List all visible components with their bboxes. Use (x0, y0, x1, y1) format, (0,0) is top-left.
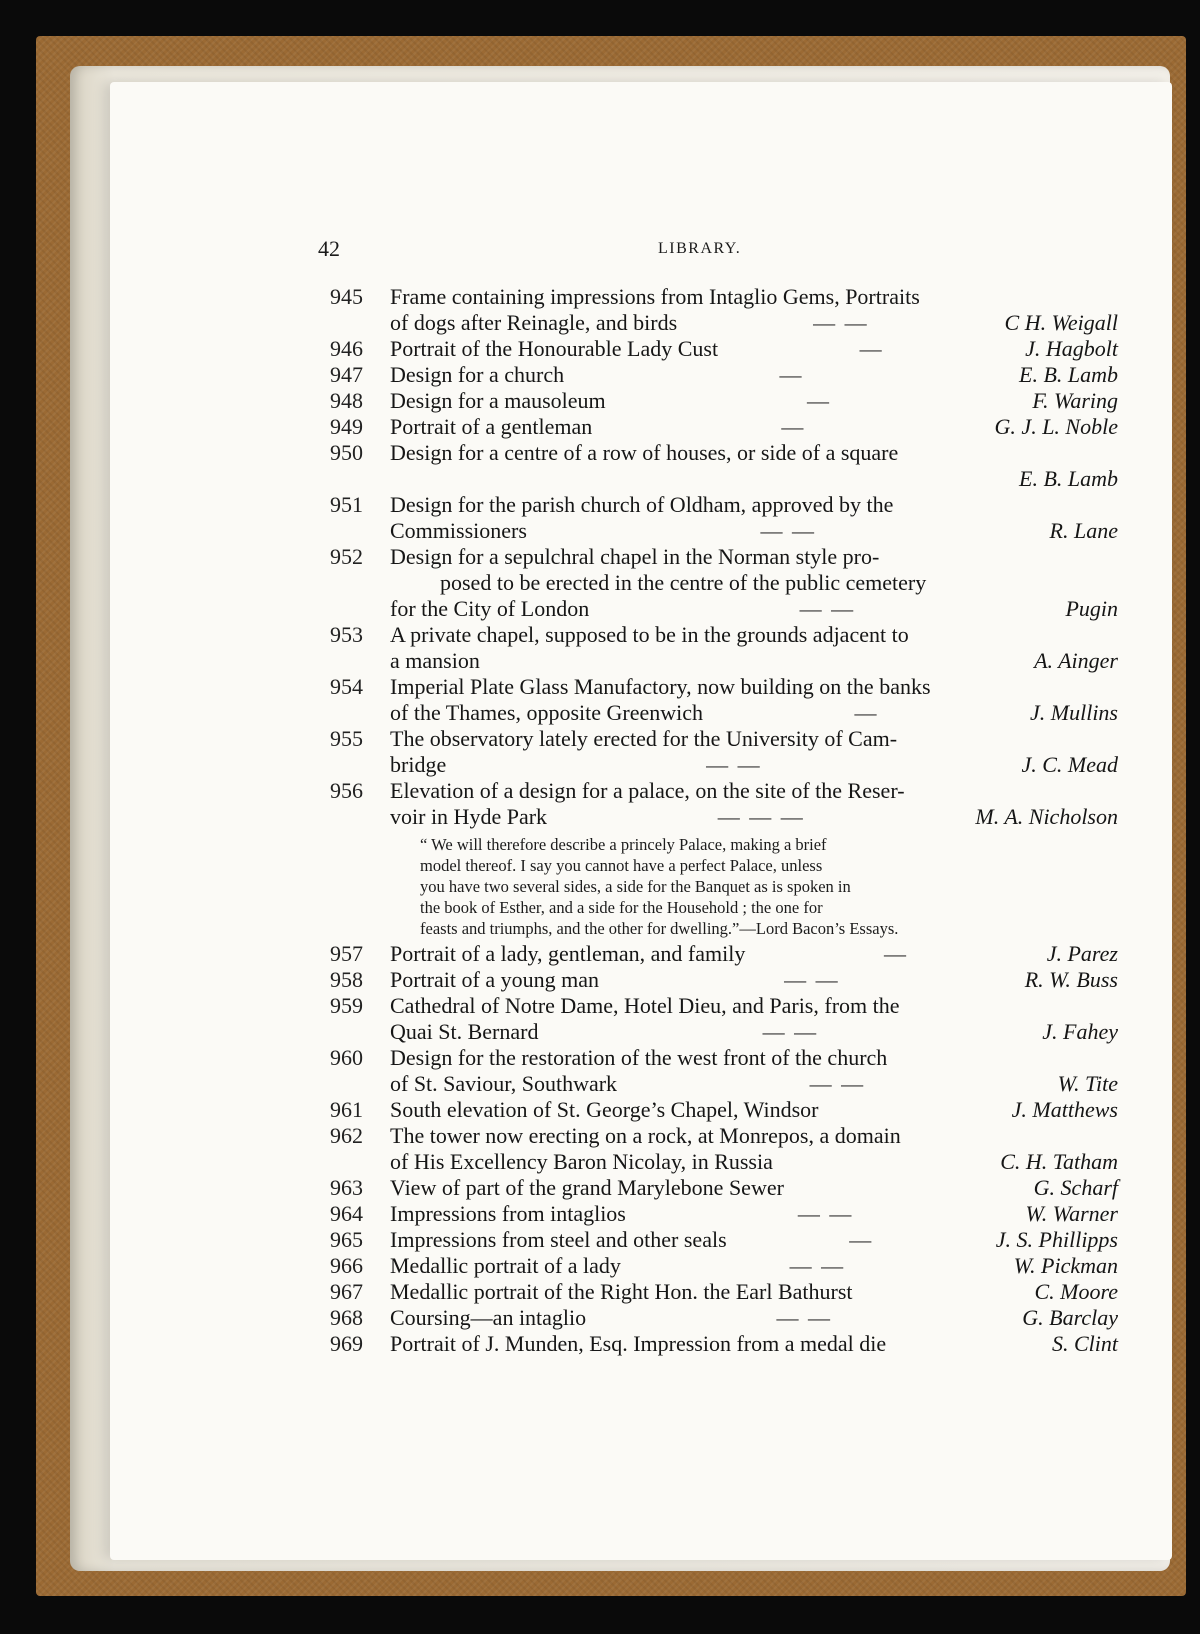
catalogue-entry (330, 622, 1118, 674)
entry-text (390, 941, 1118, 967)
entry-title-line: Portrait of a lady, gentleman, and family (390, 941, 746, 966)
entry-last-line (390, 1097, 1118, 1123)
quote-line: feasts and triumphs, and the other for dwelling.”—Lord Bacon’s Essays. (420, 919, 899, 938)
catalogue-entry (330, 726, 1118, 778)
entry-number: 949 (330, 414, 363, 439)
entry-title-line: The tower now erecting on a rock, at Monrepos, a domain (390, 1123, 901, 1148)
entry-last-line (390, 752, 1118, 778)
entry-title-line: South elevation of St. George’s Chapel, Windsor (390, 1097, 819, 1122)
catalogue-entry (330, 492, 1118, 544)
entry-dashes: — — (799, 596, 856, 621)
entry-dashes: — — (776, 1305, 832, 1330)
catalogue-entry (330, 1331, 1118, 1357)
entry-artist: R. Lane (1049, 518, 1118, 543)
entry-artist: M. A. Nicholson (975, 804, 1118, 829)
entry-dashes: — — (760, 518, 816, 543)
catalogue-entries (330, 284, 1118, 1357)
entry-dashes: — — (706, 752, 762, 777)
entry-artist: J. Matthews (1011, 1097, 1118, 1122)
catalogue-entry (330, 414, 1118, 440)
entry-number: 966 (330, 1253, 363, 1278)
entry-number: 965 (330, 1227, 363, 1252)
entry-title-line: Portrait of J. Munden, Esq. Impression from a medal die (390, 1331, 887, 1356)
quote-line: model thereof. I say you cannot have a perfect Palace, unless (420, 856, 823, 875)
entry-artist: C H. Weigall (1004, 310, 1118, 335)
entry-number: 968 (330, 1305, 363, 1330)
entry-number: 967 (330, 1279, 363, 1304)
entry-last-line (390, 596, 1118, 622)
entry-title-line: Portrait of a gentleman (390, 414, 593, 439)
entry-dashes: — (807, 388, 832, 413)
entry-title-line: Design for a mausoleum (390, 388, 606, 413)
entry-last-line (390, 1253, 1118, 1279)
catalogue-entry (330, 362, 1118, 388)
entry-text (390, 1045, 1118, 1097)
entry-number: 954 (330, 674, 363, 699)
entry-text (390, 1279, 1118, 1305)
entry-title-line: Design for a church (390, 362, 565, 387)
entry-text (390, 1227, 1118, 1253)
catalogue-entry (330, 1201, 1118, 1227)
entry-number: 950 (330, 440, 363, 465)
entry-text (390, 622, 1118, 674)
entry-text (390, 544, 1118, 622)
entry-last-line (390, 967, 1118, 993)
entry-text (390, 778, 1118, 830)
entry-number: 956 (330, 778, 363, 803)
entry-dashes: — — (784, 967, 840, 992)
running-head: LIBRARY. (658, 240, 742, 257)
entry-text (390, 284, 1118, 336)
entry-title-line: Quai St. Bernard (390, 1019, 539, 1044)
entry-last-line (390, 1019, 1118, 1045)
entry-last-line (390, 1071, 1118, 1097)
catalogue-entry (330, 674, 1118, 726)
entry-text (390, 1175, 1118, 1201)
entry-dashes (480, 648, 1034, 674)
entry-last-line (390, 1175, 1118, 1201)
quote-line: you have two several sides, a side for the Banquet as is spoken in (420, 877, 851, 896)
entry-last-line (390, 1149, 1118, 1175)
entry-title-line: Design for the parish church of Oldham, approved by the (390, 492, 894, 517)
entry-title-line: voir in Hyde Park (390, 804, 548, 829)
entry-last-line (390, 388, 1118, 414)
entry-dashes (853, 1279, 1035, 1305)
entry-title-line: Frame containing impressions from Intaglio Gems, Portraits (390, 284, 920, 309)
entry-text (390, 993, 1118, 1045)
catalogue-entry (330, 1175, 1118, 1201)
entry-last-line (390, 1201, 1118, 1227)
entry-number: 952 (330, 544, 363, 569)
catalogue-entry (330, 1253, 1118, 1279)
entry-last-line (390, 310, 1118, 336)
entry-artist: E. B. Lamb (1019, 362, 1118, 387)
entry-artist: W. Tite (1057, 1071, 1118, 1096)
entry-text (390, 336, 1118, 362)
entry-number: 947 (330, 362, 363, 387)
entry-last-line (390, 1227, 1118, 1253)
entry-title-line: Design for a sepulchral chapel in the Norman style pro- (390, 544, 880, 569)
entry-dashes (773, 1149, 1000, 1175)
entry-number: 958 (330, 967, 363, 992)
entry-title-line: Impressions from intaglios (390, 1201, 626, 1226)
catalogue-entry (330, 1123, 1118, 1175)
entry-text (390, 1305, 1118, 1331)
entry-text (390, 492, 1118, 544)
entry-artist: G. Scharf (1033, 1175, 1118, 1200)
entry-dashes: — (781, 414, 806, 439)
entry-text (390, 414, 1118, 440)
entry-title-line: Imperial Plate Glass Manufactory, now building on the banks (390, 674, 931, 699)
entry-text (390, 1201, 1118, 1227)
catalogue-entry (330, 544, 1118, 622)
catalogue-entry (330, 1279, 1118, 1305)
entry-title-line: Elevation of a design for a palace, on the site of the Reser- (390, 778, 905, 803)
entry-artist: G. J. L. Noble (994, 414, 1118, 439)
catalogue-entry (330, 941, 1118, 967)
entry-number: 969 (330, 1331, 363, 1356)
entry-text (390, 362, 1118, 388)
entry-dashes: — — — (717, 804, 805, 829)
entry-dashes: — — (813, 310, 869, 335)
entry-last-line (390, 518, 1118, 544)
entry-artist: C. H. Tatham (1000, 1149, 1118, 1174)
catalogue-entry (330, 967, 1118, 993)
entry-text (390, 1253, 1118, 1279)
entry-dashes: — (849, 1227, 874, 1252)
entry-dashes (886, 1331, 1052, 1357)
entry-title-line: for the City of London (390, 596, 590, 621)
entry-last-line (390, 1305, 1118, 1331)
entry-text (390, 1097, 1118, 1123)
entry-last-line (390, 804, 1118, 830)
entry-last-line (390, 362, 1118, 388)
entry-number: 953 (330, 622, 363, 647)
entry-title-line: Cathedral of Notre Dame, Hotel Dieu, and Paris, from the (390, 993, 900, 1018)
entry-artist: W. Warner (1025, 1201, 1118, 1226)
entry-title-line: A private chapel, supposed to be in the grounds adjacent to (390, 622, 909, 647)
entry-title-line: bridge (390, 752, 447, 777)
catalogue-entry (330, 440, 1118, 492)
entry-artist: F. Waring (1032, 388, 1118, 413)
catalogue-entry (330, 1097, 1118, 1123)
entry-artist: A. Ainger (1034, 648, 1118, 673)
entry-title-line: of His Excellency Baron Nicolay, in Russia (390, 1149, 773, 1174)
entry-artist: J. Hagbolt (1025, 336, 1118, 361)
catalogue-entry (330, 284, 1118, 336)
page-number: 42 (318, 236, 340, 261)
entry-last-line (390, 700, 1118, 726)
entry-title-line: Medallic portrait of a lady (390, 1253, 621, 1278)
entry-title-line: of dogs after Reinagle, and birds (390, 310, 678, 335)
catalogue-entry (330, 1227, 1118, 1253)
entry-text (390, 967, 1118, 993)
entry-text (390, 440, 1118, 492)
entry-number: 951 (330, 492, 363, 517)
entry-artist: R. W. Buss (1024, 967, 1118, 992)
catalogue-entry (330, 993, 1118, 1045)
catalogue-entry (330, 1305, 1118, 1331)
entry-text (390, 674, 1118, 726)
entry-artist: J. Mullins (1030, 700, 1118, 725)
entry-dashes: — — (797, 1201, 854, 1226)
entry-dashes: — (779, 362, 804, 387)
entry-dashes: — — (789, 1253, 846, 1278)
entry-number: 945 (330, 284, 363, 309)
bacon-quote (420, 830, 1108, 941)
entry-title-line: Portrait of a young man (390, 967, 599, 992)
entry-text (390, 1123, 1118, 1175)
entry-artist: W. Pickman (1013, 1253, 1118, 1278)
entry-dashes: — — (762, 1019, 819, 1044)
catalogue-entry (330, 778, 1118, 830)
entry-last-line (390, 941, 1118, 967)
entry-title-line: Portrait of the Honourable Lady Cust (390, 336, 719, 361)
entry-artist: J. S. Phillipps (995, 1227, 1118, 1252)
entry-last-line (390, 648, 1118, 674)
entry-number: 964 (330, 1201, 363, 1226)
entry-artist: J. Parez (1046, 941, 1118, 966)
entry-number: 955 (330, 726, 363, 751)
entry-artist: G. Barclay (1022, 1305, 1118, 1330)
entry-dashes: — (854, 700, 879, 725)
quote-line: the book of Esther, and a side for the Household ; the one for (420, 898, 823, 917)
entry-artist: J. C. Mead (1021, 752, 1118, 777)
entry-artist: J. Fahey (1042, 1019, 1118, 1044)
entry-list-second (330, 941, 1118, 1357)
entry-dashes: — (884, 941, 909, 966)
entry-last-line (390, 1331, 1118, 1357)
entry-number: 959 (330, 993, 363, 1018)
entry-title-line: Coursing—an intaglio (390, 1305, 587, 1330)
entry-artist: S. Clint (1051, 1331, 1118, 1356)
entry-title-line: Design for the restoration of the west front of the church (390, 1045, 888, 1070)
entry-title-line: a mansion (390, 648, 480, 673)
entry-number: 948 (330, 388, 363, 413)
entry-title-line: of St. Saviour, Southwark (390, 1071, 618, 1096)
entry-title-line: Commissioners (390, 518, 527, 543)
entry-number: 960 (330, 1045, 363, 1070)
entry-dashes: — (859, 336, 884, 361)
entry-number: 946 (330, 336, 363, 361)
entry-last-line (390, 1279, 1118, 1305)
entry-text (390, 1331, 1118, 1357)
entry-last-line (390, 414, 1118, 440)
entry-title-line: posed to be erected in the centre of the public cemetery (440, 570, 927, 595)
catalogue-entry (330, 388, 1118, 414)
entry-number: 957 (330, 941, 363, 966)
entry-title-line: Design for a centre of a row of houses, or side of a square (390, 440, 899, 465)
entry-text (390, 388, 1118, 414)
entry-artist: Pugin (1065, 596, 1118, 621)
entry-dashes (784, 1175, 1034, 1201)
entry-dashes: — — (809, 1071, 866, 1096)
page-header (318, 236, 1098, 266)
entry-last-line (390, 336, 1118, 362)
entry-title-line: Medallic portrait of the Right Hon. the Earl Bathurst (390, 1279, 853, 1304)
entry-number: 961 (330, 1097, 363, 1122)
quote-line: “ We will therefore describe a princely Palace, making a brief (420, 835, 827, 854)
entry-title-line: View of part of the grand Marylebone Sewer (390, 1175, 784, 1200)
entry-text (390, 726, 1118, 778)
entry-artist: E. B. Lamb (1019, 466, 1118, 491)
entry-title-line: The observatory lately erected for the University of Cam- (390, 726, 898, 751)
entry-number: 963 (330, 1175, 363, 1200)
catalogue-entry (330, 336, 1118, 362)
entry-list-first (330, 284, 1118, 830)
catalogue-entry (330, 1045, 1118, 1097)
entry-title-line: of the Thames, opposite Greenwich (390, 700, 704, 725)
entry-dashes (818, 1097, 1011, 1123)
entry-title-line: Impressions from steel and other seals (390, 1227, 727, 1252)
entry-artist: C. Moore (1034, 1279, 1118, 1304)
entry-number: 962 (330, 1123, 363, 1148)
